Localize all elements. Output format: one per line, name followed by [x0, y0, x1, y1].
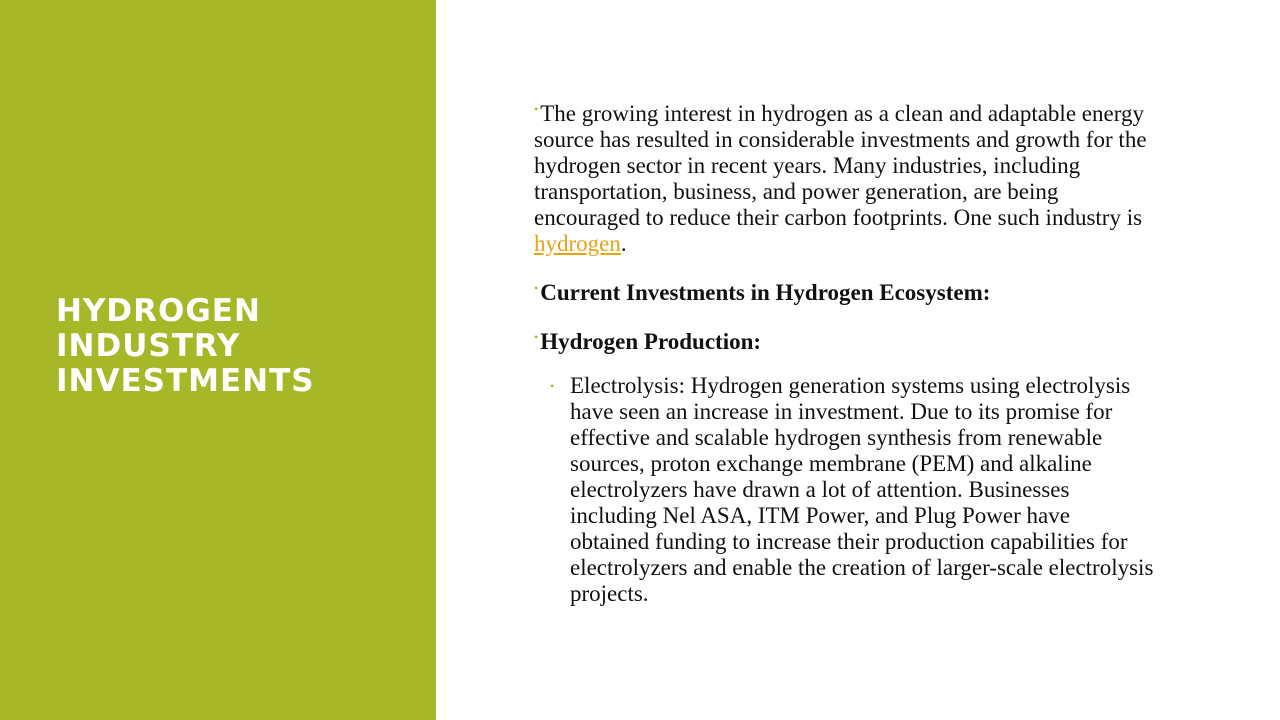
hydrogen-link[interactable]: hydrogen — [534, 231, 621, 256]
sub-bullet-item — [534, 373, 1154, 607]
bullet-icon: • — [534, 281, 539, 295]
bullet-item — [534, 96, 1154, 257]
bullet-item — [534, 275, 1154, 306]
slide-title: HYDROGEN INDUSTRY INVESTMENTS — [56, 293, 315, 399]
bullet-heading: Current Investments in Hydrogen Ecosystem: — [540, 280, 991, 305]
bullet-text: The growing interest in hydrogen as a clean and adaptable energy source has resulted in considerable investments and growth for the hydrogen sector in recent years. Many industries, including transportation, business, and power generation, are being encouraged to reduce their carbon footprints. One such industry is — [534, 101, 1147, 230]
sub-bullet-text: Hydrogen generation systems using electrolysis have seen an increase in investment. Due to its promise for effective and scalable hydrogen synthesis from renewable sources, proton exchange membrane (PEM) and alkaline electrolyzers have drawn a lot of attention. Businesses including Nel ASA, ITM Power, and Plug Power have obtained funding to increase their production capabilities for electrolyzers and enable the creation of larger-scale electrolysis projects. — [570, 373, 1154, 606]
sub-bullet-heading: Electrolysis: — [570, 373, 685, 398]
content-area — [534, 96, 1154, 607]
sub-bullet-icon: • — [550, 379, 555, 393]
bullet-icon: • — [534, 330, 539, 344]
bullet-item — [534, 324, 1154, 355]
bullet-heading: Hydrogen Production: — [540, 329, 762, 354]
bullet-text-end: . — [620, 231, 627, 256]
bullet-icon: • — [534, 102, 539, 116]
title-panel — [0, 0, 436, 720]
